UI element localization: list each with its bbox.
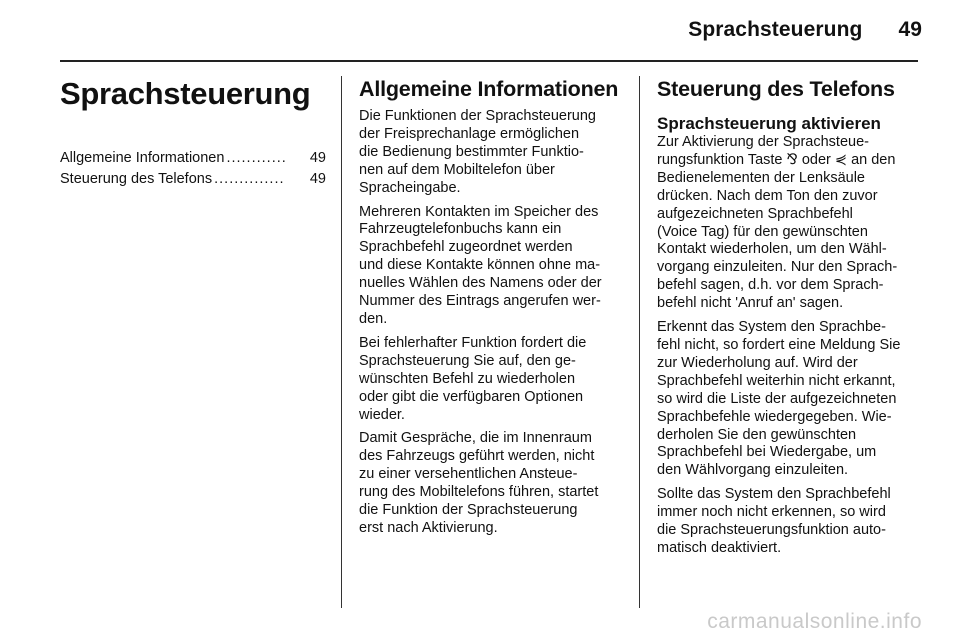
text-line: Sprachbefehl bei Wiedergabe, um	[657, 444, 877, 461]
text-line: vorgang einzuleiten. Nur den Sprach-	[657, 259, 898, 276]
text-line: die Sprachsteuerungsfunktion auto-	[657, 522, 886, 539]
text-line: des Fahrzeugs geführt werden, nicht	[359, 448, 595, 465]
toc-entry-page: 49	[309, 150, 326, 166]
text-line: Fahrzeugtelefonbuchs kann ein	[359, 221, 562, 238]
text-line: Nummer des Eintrags angerufen wer-	[359, 293, 601, 310]
text-line: (Voice Tag) für den gewünschten	[657, 223, 868, 240]
text-line: Bei fehlerhafter Funktion fordert die	[359, 334, 587, 351]
toc-leader-dots: ............	[226, 150, 287, 166]
text-line: befehl sagen, d.h. vor dem Sprach-	[657, 277, 884, 294]
text-line: Mehreren Kontakten im Speicher des	[359, 203, 599, 220]
text-line: Spracheingabe.	[359, 179, 461, 196]
toc-entry-general[interactable]	[60, 148, 326, 168]
text-line: rungsfunktion Taste ⅋ oder ⋞ an den	[657, 151, 896, 168]
text-line: den.	[359, 310, 388, 327]
toc-leader-dots: ..............	[214, 171, 285, 187]
toc-entry-page: 49	[309, 171, 326, 187]
text-line: Erkennt das System den Sprachbe-	[657, 319, 886, 336]
general-info-column	[359, 76, 624, 538]
paragraph	[359, 204, 624, 329]
text-line: Damit Gespräche, die im Innenraum	[359, 430, 592, 447]
page-number: 49	[898, 18, 922, 41]
text-line: befehl nicht 'Anruf an' sagen.	[657, 295, 844, 312]
text-line: Sprachbefehl zugeordnet werden	[359, 239, 573, 256]
text-line: oder gibt die verfügbaren Optionen	[359, 388, 584, 405]
text-line: Sollte das System den Sprachbefehl	[657, 486, 891, 503]
text-line: Die Funktionen der Sprachsteuerung	[359, 108, 596, 124]
paragraph	[657, 319, 923, 480]
text-line: Zur Aktivierung der Sprachsteue-	[657, 134, 869, 150]
text-line: den Wählvorgang einzuleiten.	[657, 462, 849, 479]
running-header	[688, 18, 922, 42]
text-line: immer noch nicht erkennen, so wird	[657, 504, 886, 521]
text-line: Sprachbefehle wiedergegeben. Wie-	[657, 408, 892, 425]
paragraph	[359, 108, 624, 198]
running-title: Sprachsteuerung	[688, 18, 863, 41]
section-title-general: Allgemeine Informationen	[359, 77, 619, 101]
text-line: nen auf dem Mobiltelefon über	[359, 161, 555, 178]
watermark: carmanualsonline.info	[707, 610, 922, 633]
text-line: Bedienelementen der Lenksäule	[657, 169, 865, 186]
text-line: die Bedienung bestimmter Funktio-	[359, 143, 584, 160]
paragraph	[657, 486, 923, 558]
column-divider-2	[639, 76, 640, 608]
text-line: aufgezeichneten Sprachbefehl	[657, 205, 853, 222]
text-line: zu einer versehentlichen Ansteue-	[359, 466, 578, 483]
text-line: wünschten Befehl zu wiederholen	[359, 370, 576, 387]
text-line: nuelles Wählen des Namens oder der	[359, 275, 602, 292]
paragraph	[359, 335, 624, 425]
text-line: wieder.	[359, 406, 405, 423]
toc-entry-phone[interactable]	[60, 169, 326, 189]
phone-control-column	[657, 76, 923, 558]
toc-entry-label: Steuerung des Telefons	[60, 171, 213, 187]
text-line: und diese Kontakte können ohne ma-	[359, 257, 601, 274]
section-title-phone: Steuerung des Telefons	[657, 77, 895, 101]
text-line: Sprachsteuerung Sie auf, den ge-	[359, 352, 576, 369]
paragraph	[359, 430, 624, 537]
toc-entry-label: Allgemeine Informationen	[60, 150, 225, 166]
text-line: die Funktion der Sprachsteuerung	[359, 502, 578, 519]
text-line: fehl nicht, so fordert eine Meldung Sie	[657, 336, 901, 353]
text-line: matisch deaktiviert.	[657, 539, 782, 556]
text-line: zur Wiederholung auf. Wird der	[657, 354, 858, 371]
text-line: erst nach Aktivierung.	[359, 519, 498, 536]
text-line: Kontakt wiederholen, um den Wähl-	[657, 241, 887, 258]
subsection-title-activate: Sprachsteuerung aktivieren	[657, 114, 881, 133]
chapter-column	[60, 76, 326, 190]
chapter-title: Sprachsteuerung	[60, 76, 311, 111]
text-line: derholen Sie den gewünschten	[657, 426, 857, 443]
text-line: der Freisprechanlage ermöglichen	[359, 125, 580, 142]
header-rule	[60, 60, 918, 62]
column-divider-1	[341, 76, 342, 608]
text-line: Sprachbefehl weiterhin nicht erkannt,	[657, 372, 896, 389]
paragraph	[657, 134, 923, 313]
text-line: rung des Mobiltelefons führen, startet	[359, 484, 599, 501]
text-line: drücken. Nach dem Ton den zuvor	[657, 187, 878, 204]
text-line: so wird die Liste der aufgezeichneten	[657, 390, 897, 407]
table-of-contents	[60, 148, 326, 189]
